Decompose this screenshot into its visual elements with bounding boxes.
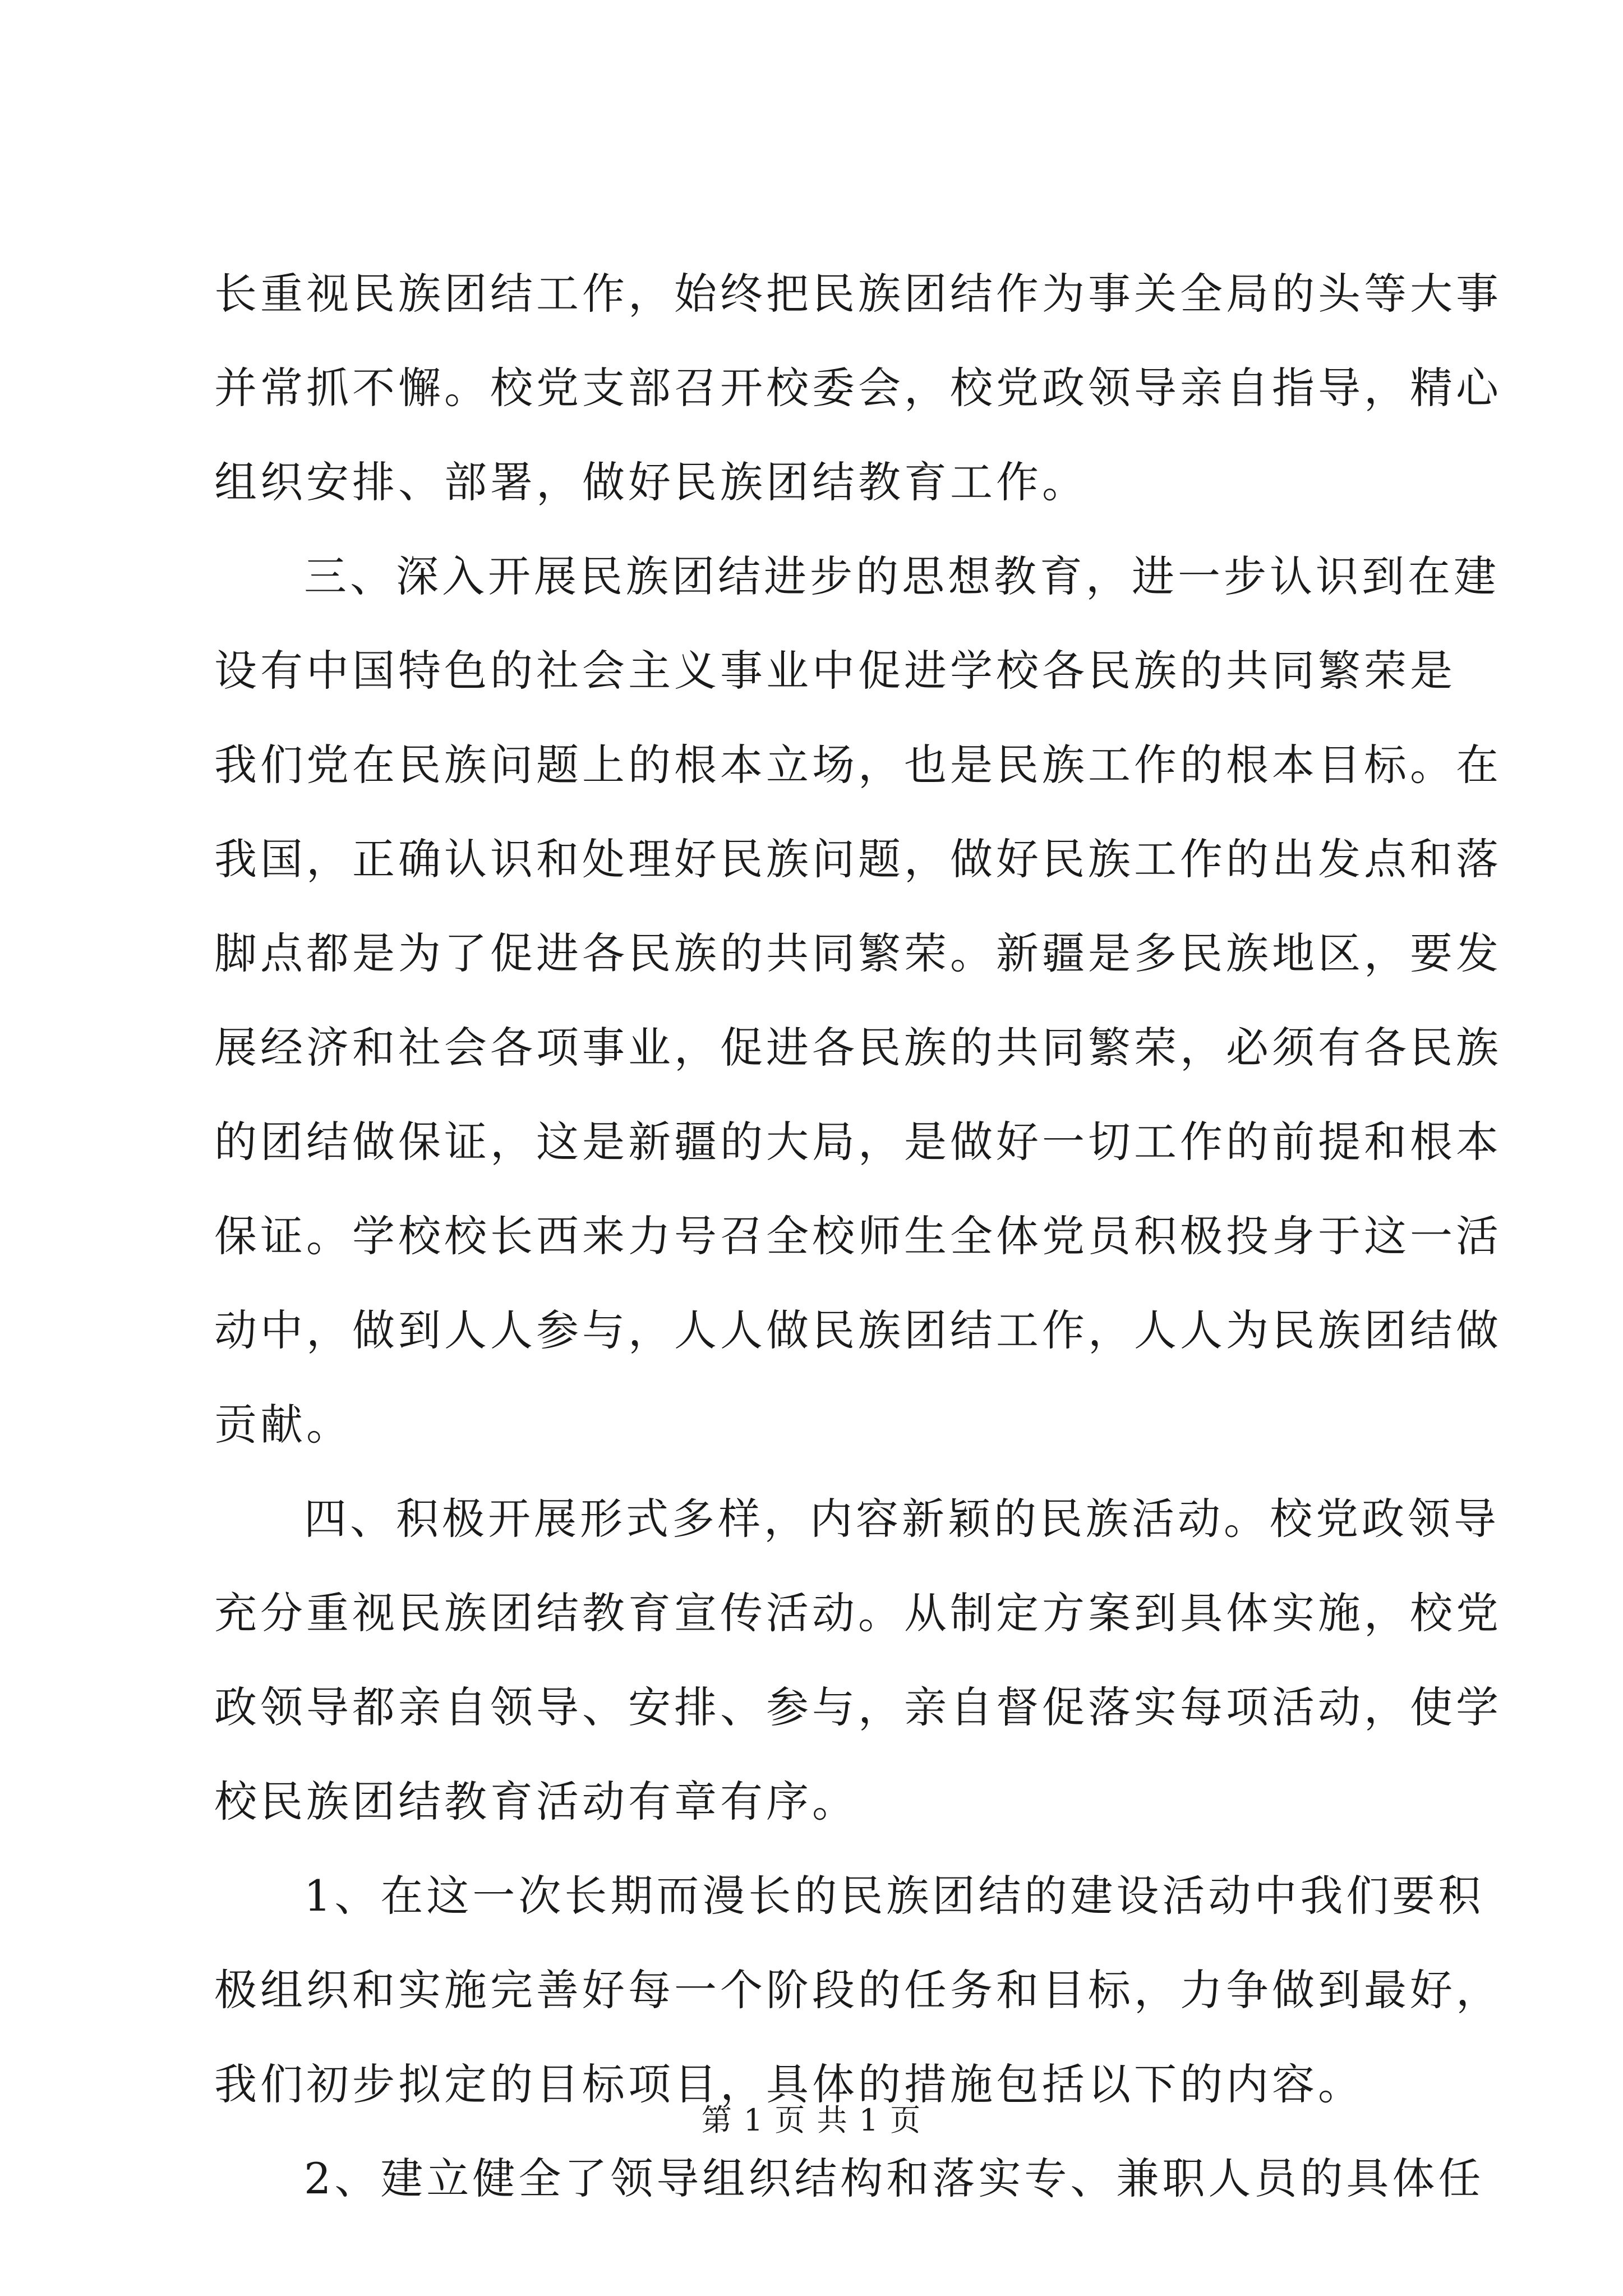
- text-line: 校民族团结教育活动有章有序。: [214, 1777, 858, 1826]
- paragraph-start-line: 四、积极开展形式多样，内容新颖的民族活动。校党政领导: [304, 1494, 1500, 1544]
- text-line: 我们党在民族问题上的根本立场，也是民族工作的根本目标。在: [214, 740, 1502, 790]
- text-line: 设有中国特色的社会主义事业中促进学校各民族的共同繁荣是: [214, 646, 1456, 696]
- text-line: 展经济和社会各项事业，促进各民族的共同繁荣，必须有各民族: [214, 1023, 1502, 1073]
- text-line: 充分重视民族团结教育宣传活动。从制定方案到具体实施，校党: [214, 1588, 1502, 1638]
- text-line: 并常抓不懈。校党支部召开校委会，校党政领导亲自指导，精心: [214, 363, 1502, 413]
- text-line: 我国，正确认识和处理好民族问题，做好民族工作的出发点和落: [214, 834, 1502, 884]
- text-line: 长重视民族团结工作，始终把民族团结作为事关全局的头等大事: [214, 269, 1502, 319]
- text-line: 贡献。: [214, 1400, 352, 1450]
- text-line: 政领导都亲自领导、安排、参与，亲自督促落实每项活动，使学: [214, 1682, 1502, 1732]
- text-line: 我们初步拟定的目标项目，具体的措施包括以下的内容。: [214, 2059, 1364, 2109]
- text-line: 保证。学校校长西来力号召全校师生全体党员积极投身于这一活: [214, 1211, 1502, 1261]
- paragraph-start-line: 1、在这一次长期而漫长的民族团结的建设活动中我们要积: [304, 1871, 1484, 1921]
- text-line: 脚点都是为了促进各民族的共同繁荣。新疆是多民族地区，要发: [214, 928, 1502, 978]
- text-line: 的团结做保证，这是新疆的大局，是做好一切工作的前提和根本: [214, 1117, 1502, 1167]
- paragraph-start-line: 2、建立健全了领导组织结构和落实专、兼职人员的具体任: [304, 2154, 1484, 2203]
- page-number-label: 第 1 页 共 1 页: [701, 2102, 922, 2138]
- text-line: 组织安排、部署，做好民族团结教育工作。: [214, 457, 1088, 507]
- page-footer: [0, 2101, 1623, 2140]
- text-line: 极组织和实施完善好每一个阶段的任务和目标，力争做到最好，: [214, 1965, 1502, 2015]
- document-body: [214, 247, 1502, 2226]
- paragraph-start-line: 三、深入开展民族团结进步的思想教育，进一步认识到在建: [304, 551, 1500, 601]
- text-line: 动中，做到人人参与，人人做民族团结工作，人人为民族团结做: [214, 1305, 1502, 1355]
